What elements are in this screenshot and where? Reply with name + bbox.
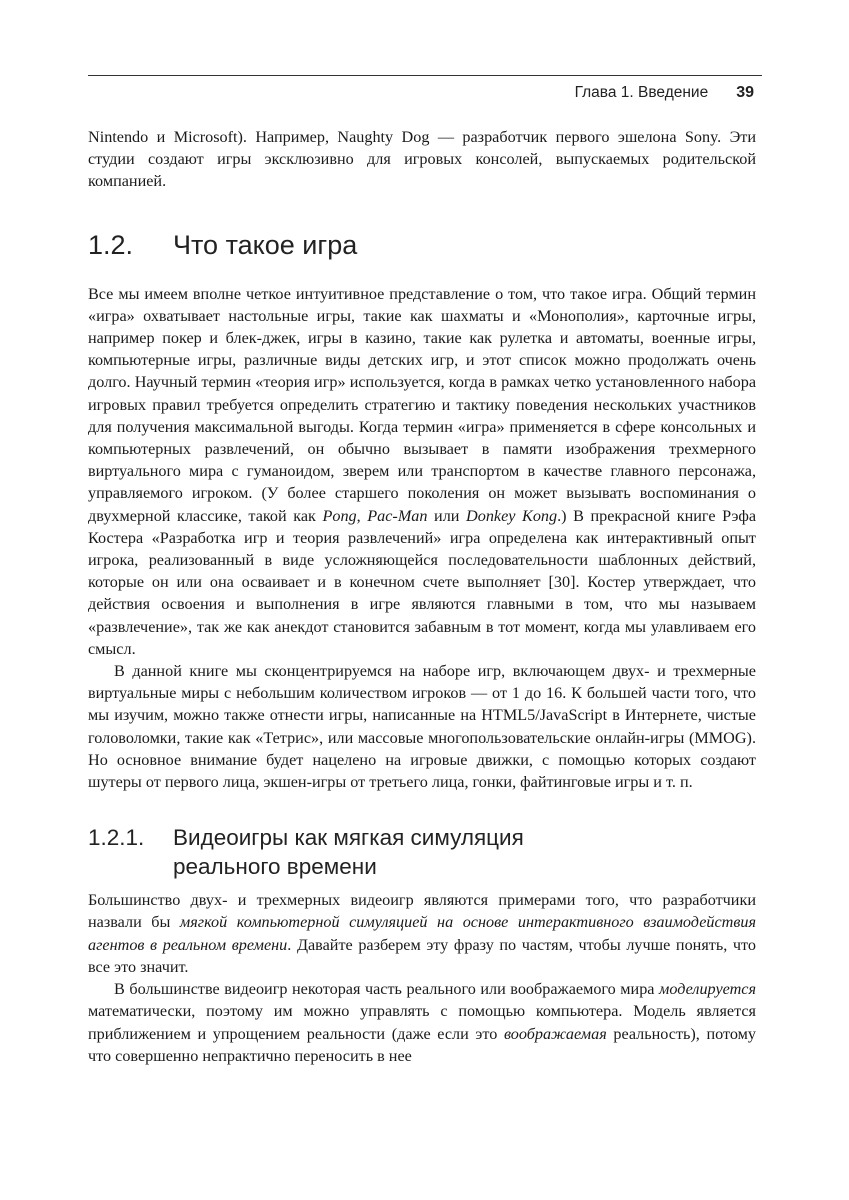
subsection-paragraph-1: [88, 889, 756, 978]
emphasis-word: воображаемая: [503, 1024, 607, 1043]
game-title-pong: Pong: [322, 506, 357, 525]
section-number: 1.2.: [88, 229, 134, 260]
chapter-title: Глава 1. Введение: [574, 84, 709, 101]
game-title-donkey-kong: Donkey Kong: [466, 506, 558, 525]
emphasis-word: моделируется: [659, 980, 756, 999]
page-content: [88, 126, 756, 1067]
section-heading: [88, 228, 756, 262]
text-run: ,: [356, 506, 368, 525]
section-paragraph-1: [88, 283, 756, 660]
text-run: В большинстве видеоигр некоторая часть реального или воображаемого мира: [114, 980, 660, 999]
page-number: 39: [736, 84, 754, 101]
emphasis-phrase: мягкой компьютерной симуляцией на основе интерактивного взаимодействия агентов в реальном времени: [88, 913, 756, 954]
text-run: .) В прекрасной книге Рэфа Костера «Разработка игр и теория развлечений» игра определена как интерактивный опыт игрока, реализованный в виде усложняющейся последовательности шаблонных действий, которые он или она осваивает и в конечном счете выполняет [30]. Костер утверждает, что действия освоения и выполнения в игре являются главными в том, что мы называем «развлечение», так же как анекдот становится забавным в тот момент, когда мы улавливаем его смысл.: [88, 506, 757, 658]
subsection-paragraph-2: [88, 978, 756, 1067]
section-title: Что такое игра: [173, 229, 358, 260]
subsection-title-line-1: Видеоигры как мягкая симуляция: [173, 825, 524, 851]
text-run: . Давайте разберем эту фразу по частям, чтобы лучше понять, что все это значит.: [88, 935, 756, 976]
subsection-heading: [88, 823, 756, 881]
text-run: математически, поэтому им можно управлять с помощью компьютера. Модель является приближением и упрощением реальности (даже если это: [88, 1002, 756, 1043]
subsection-number: 1.2.1.: [88, 825, 145, 851]
section-paragraph-2: В данной книге мы сконцентрируемся на наборе игр, включающем двух- и трехмерные виртуальные миры с небольшим количеством игроков — от 1 до 16. К большей части того, что мы изучим, можно также отнести игры, написанные на HTML5/JavaScript в Интернете, чистые головоломки, такие как «Тетрис», или массовые многопользовательские онлайн-игры (MMOG). Но основное внимание будет нацелено на игровые движки, с помощью которых создают шутеры от первого лица, экшен-игры от третьего лица, гонки, файтинговые игры и т. п.: [88, 662, 756, 792]
text-run: реальность), потому что совершенно непрактично переносить в нее: [88, 1024, 756, 1065]
text-run: Большинство двух- и трехмерных видеоигр являются примерами того, что разработчики назвали бы: [88, 891, 756, 932]
game-title-pacman: Pac-Man: [367, 506, 428, 525]
text-run: или: [427, 506, 467, 525]
text-run: Все мы имеем вполне четкое интуитивное представление о том, что такое игра. Общий термин «игра» охватывает настольные игры, такие как шахматы и «Монополия», карточные игры, например покер и блек-джек, игры в казино, такие как рулетка и автоматы, военные игры, компьютерные игры, различные виды детских игр, и этот список можно продолжать очень долго. Научный термин «теория игр» используется, когда в рамках четко установленного набора игровых правил требуется определить стратегию и тактику поведения нескольких участников для получения максимальной выгоды. Когда термин «игра» применяется в сфере консольных и компьютерных развлечений, он обычно вызывает в памяти изображения трехмерного виртуального мира с гуманоидом, зверем или транспортом в качестве главного персонажа, управляемого игроком. (У более старшего поколения он может вызывать воспоминания о двухмерной классике, такой как: [88, 284, 756, 525]
subsection-title-line-2: реального времени: [173, 854, 377, 880]
running-header: [88, 84, 754, 102]
header-rule: [88, 75, 762, 76]
intro-paragraph: Nintendo и Microsoft). Например, Naughty Dog — разработчик первого эшелона Sony. Эти студии создают игры эксклюзивно для игровых консолей, выпускаемых родительской компанией.: [88, 128, 756, 191]
subsection-title: [173, 823, 524, 881]
